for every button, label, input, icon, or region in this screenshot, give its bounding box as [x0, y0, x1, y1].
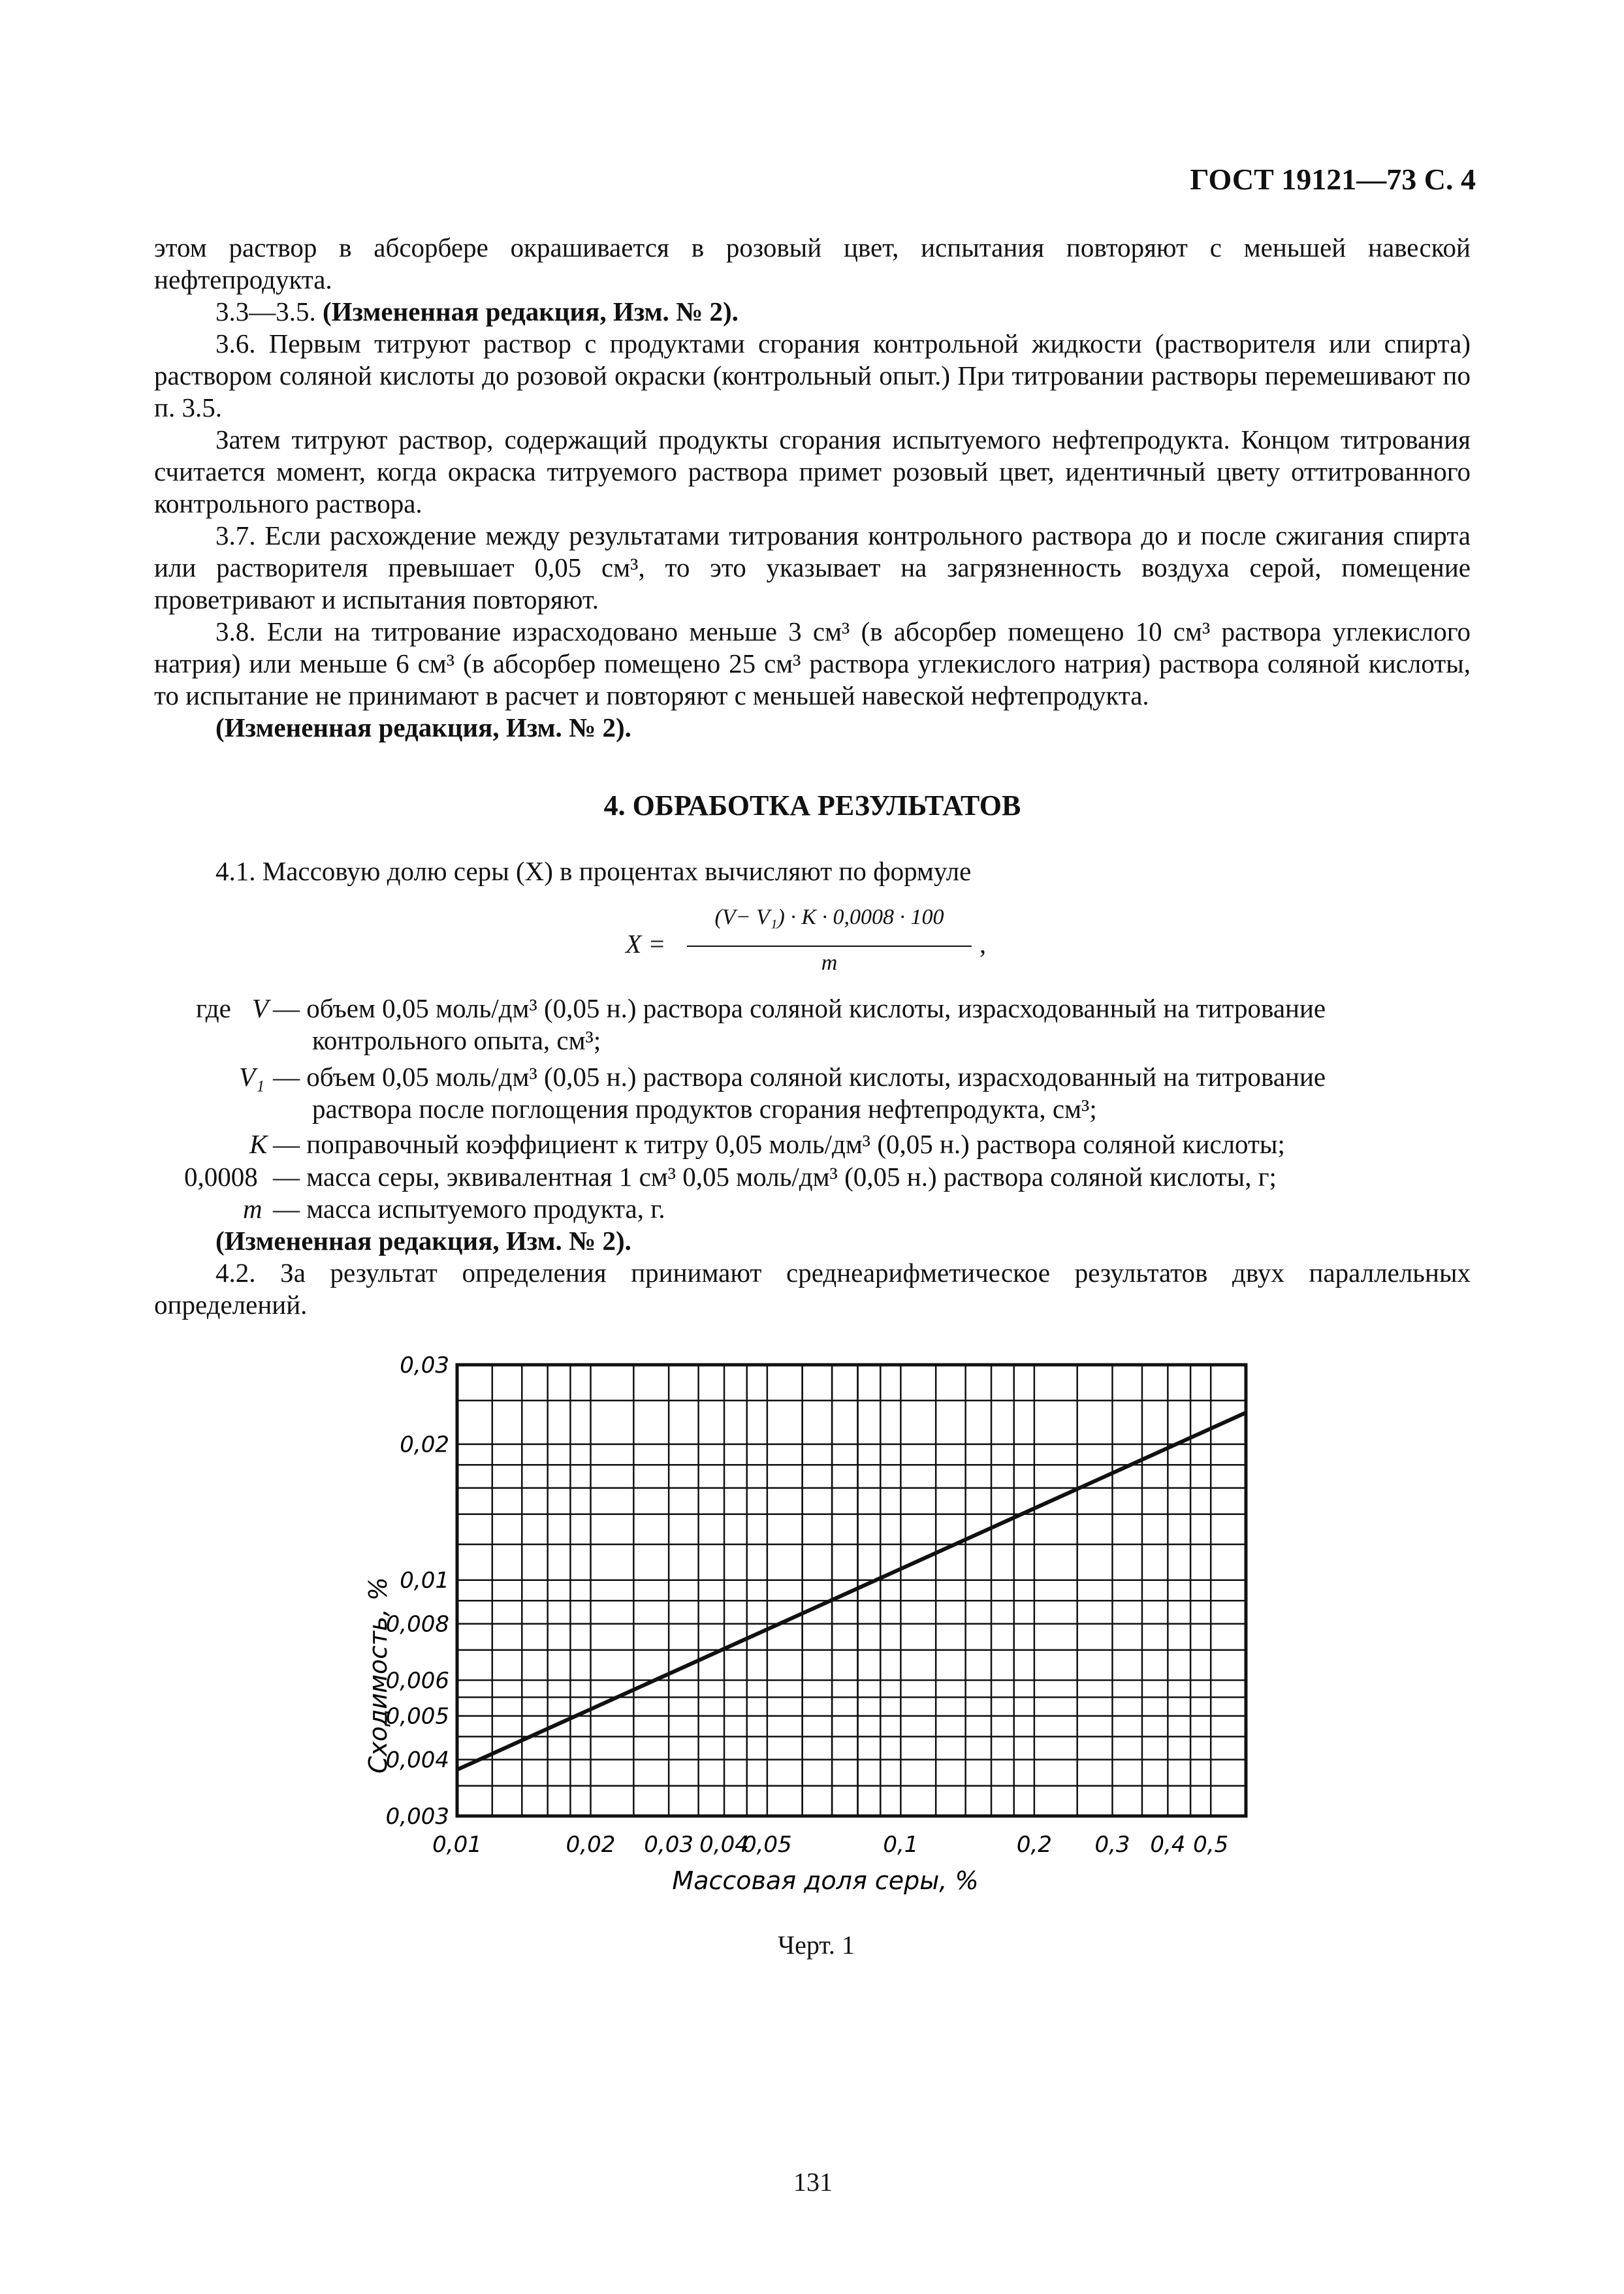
- def-text-v: — объем 0,05 моль/дм³ (0,05 н.) раствора соляной кислоты, израсходованный на титрование: [273, 993, 1326, 1023]
- x-axis-label: Массовая доля серы, %: [672, 1866, 979, 1895]
- formula-comma: ,: [979, 929, 986, 959]
- y-axis-label: Сходимость, %: [364, 1577, 392, 1774]
- y-tick-label: 0,006: [385, 1667, 449, 1694]
- x-tick-label: 0,02: [565, 1832, 616, 1858]
- y-tick-label: 0,03: [400, 1352, 449, 1378]
- def-symbol-v: V: [252, 993, 269, 1023]
- def-text-k: — поправочный коэффициент к титру 0,05 моль/дм³ (0,05 н.) раствора соляной кислоты;: [273, 1129, 1285, 1159]
- y-tick-labels: [386, 1352, 449, 1830]
- page-number: 131: [793, 2167, 833, 2197]
- def-text-m: — масса испытуемого продукта, г.: [273, 1194, 665, 1224]
- formula-intro: 4.1. Массовую долю серы (X) в процентах вычисляют по формуле: [215, 856, 972, 886]
- paragraph-3-6-cont: Затем титруют раствор, содержащий продукты сгорания испытуемого нефтепродукта. Концом титрования считается момент, когда окраска титруемого раствора примет розовый цвет, идентичный цвету оттитрованного контрольного раствора.: [154, 424, 1471, 518]
- paragraph-3-7: 3.7. Если расхождение между результатами титрования контрольного раствора до и после сжигания спирта или растворителя превышает 0,05 см³, то это указывает на загрязненность воздуха серой, помещение проветривают и испытания повторяют.: [154, 520, 1471, 614]
- formula-denominator: m: [821, 951, 838, 975]
- def-text-v1-cont: раствора после поглощения продуктов сгорания нефтепродукта, см³;: [312, 1094, 1097, 1124]
- section-title: 4. ОБРАБОТКА РЕЗУЛЬТАТОВ: [603, 789, 1021, 821]
- y-tick-label: 0,005: [385, 1703, 449, 1730]
- y-tick-label: 0,003: [385, 1804, 449, 1830]
- def-symbol-k: K: [249, 1129, 268, 1159]
- y-tick-label: 0,02: [400, 1431, 449, 1458]
- document-header: ГОСТ 19121—73 С. 4: [1190, 163, 1476, 196]
- paragraph-continuation: этом раствор в абсорбере окрашивается в розовый цвет, испытания повторяют с меньшей навеской нефтепродукта.: [154, 232, 1471, 295]
- def-symbol-m: m: [243, 1194, 263, 1224]
- x-tick-label: 0,03: [644, 1832, 693, 1858]
- where-label: где: [196, 993, 231, 1023]
- x-tick-label: 0,05: [742, 1832, 792, 1858]
- x-tick-label: 0,2: [1016, 1832, 1052, 1858]
- formula-numerator: (V− V₁) · K · 0,0008 · 100: [714, 905, 944, 929]
- clause-number: 3.3—3.5.: [215, 296, 316, 327]
- y-tick-label: 0,008: [385, 1611, 449, 1638]
- x-tick-label: 0,04: [699, 1832, 749, 1858]
- x-tick-label: 0,1: [883, 1832, 919, 1858]
- paragraph-4-2: 4.2. За результат определения принимают среднеарифметическое результатов двух параллельных определений.: [154, 1258, 1471, 1320]
- def-text-v1: — объем 0,05 моль/дм³ (0,05 н.) раствора соляной кислоты, израсходованный на титрование: [273, 1062, 1326, 1092]
- x-tick-label: 0,4: [1150, 1832, 1186, 1858]
- paragraph-3-6: 3.6. Первым титруют раствор с продуктами сгорания контрольной жидкости (растворителя или спирта) раствором соляной кислоты до розовой окраски (контрольный опыт.) При титровании растворы перемешивают по п. 3.5.: [154, 328, 1471, 422]
- figure-caption: Черт. 1: [778, 1930, 855, 1960]
- def-symbol-v1: V₁: [239, 1062, 265, 1092]
- def-symbol-0008: 0,0008: [184, 1162, 258, 1192]
- def-text-v-cont: контрольного опыта, см³;: [312, 1025, 601, 1055]
- x-tick-label: 0,3: [1094, 1832, 1130, 1858]
- amendment-note: (Измененная редакция, Изм. № 2).: [323, 296, 739, 327]
- x-tick-label: 0,01: [432, 1832, 482, 1858]
- def-text-0008: — масса серы, эквивалентная 1 см³ 0,05 моль/дм³ (0,05 н.) раствора соляной кислоты, г;: [273, 1162, 1277, 1192]
- y-tick-label: 0,004: [385, 1747, 449, 1774]
- x-tick-label: 0,5: [1193, 1832, 1229, 1858]
- amendment-note-2: (Измененная редакция, Изм. № 2).: [215, 712, 631, 742]
- y-tick-label: 0,01: [400, 1567, 449, 1594]
- paragraph-3-8: 3.8. Если на титрование израсходовано меньше 3 см³ (в абсорбер помещено 10 см³ раствора углекислого натрия) или меньше 6 см³ (в абсорбер помещено 25 см³ раствора углекислого натрия) раствора соляной кислоты, то испытание не принимают в расчет и повторяют с меньшей навеской нефтепродукта.: [154, 616, 1471, 710]
- x-tick-labels: [432, 1832, 1228, 1858]
- formula-lhs: X =: [626, 929, 666, 959]
- amendment-note-3: (Измененная редакция, Изм. № 2).: [215, 1226, 631, 1256]
